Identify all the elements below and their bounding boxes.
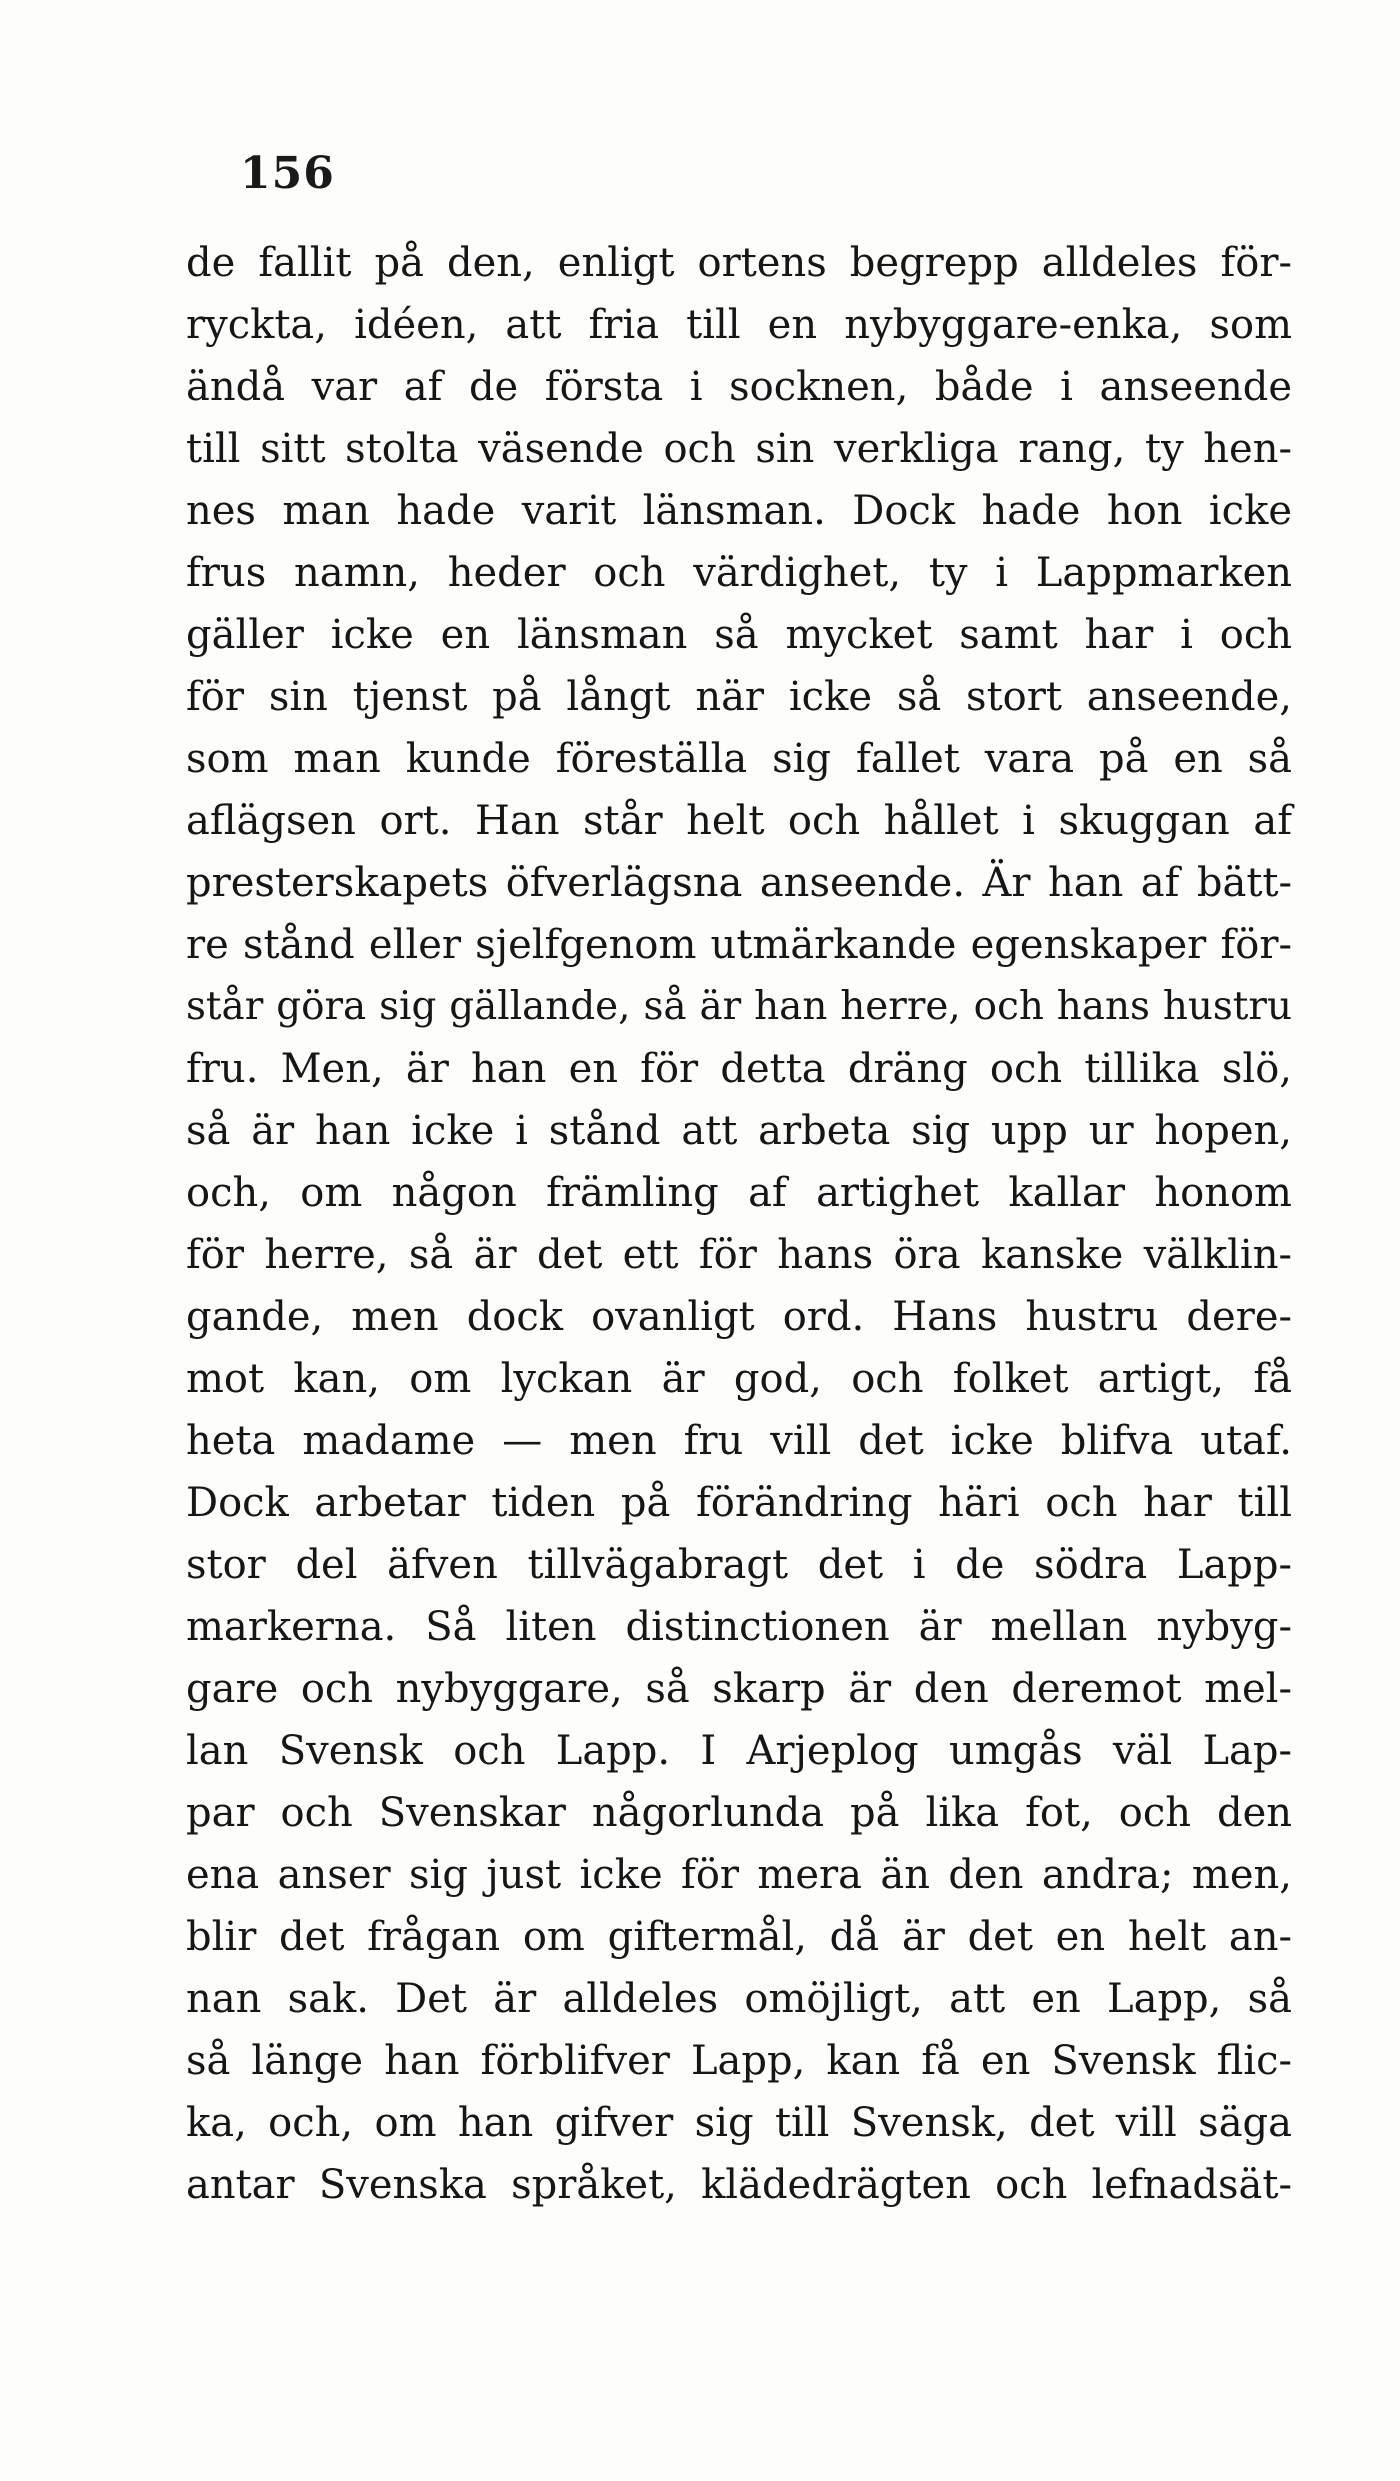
text-line: gande, men dock ovanligt ord. Hans hustru dere-	[186, 1294, 1292, 1340]
text-line: till sitt stolta väsende och sin verkliga rang, ty hen-	[186, 426, 1292, 472]
text-line: lan Svensk och Lapp. I Arjeplog umgås väl Lap-	[186, 1728, 1292, 1774]
text-line: blir det frågan om giftermål, då är det en helt an-	[186, 1914, 1292, 1960]
text-line: aflägsen ort. Han står helt och hållet i skuggan af	[186, 798, 1292, 844]
text-line: fru. Men, är han en för detta dräng och tillika slö,	[186, 1046, 1292, 1092]
text-line: ändå var af de första i socknen, både i anseende	[186, 364, 1292, 410]
text-line: för herre, så är det ett för hans öra kanske välklin-	[186, 1232, 1292, 1278]
text-line: ryckta, idéen, att fria till en nybyggare-enka, som	[186, 302, 1292, 348]
text-line: Dock arbetar tiden på förändring häri och har till	[186, 1480, 1292, 1526]
text-line: för sin tjenst på långt när icke så stort anseende,	[186, 674, 1292, 720]
text-line: så är han icke i stånd att arbeta sig upp ur hopen,	[186, 1108, 1292, 1154]
text-line: gare och nybyggare, så skarp är den deremot mel-	[186, 1666, 1292, 1712]
text-line: frus namn, heder och värdighet, ty i Lappmarken	[186, 550, 1292, 596]
text-line: nan sak. Det är alldeles omöjligt, att en Lapp, så	[186, 1976, 1292, 2022]
text-line: mot kan, om lyckan är god, och folket artigt, få	[186, 1356, 1292, 1402]
text-line: så länge han förblifver Lapp, kan få en Svensk flic-	[186, 2038, 1292, 2084]
text-line: presterskapets öfverlägsna anseende. Är han af bätt-	[186, 860, 1292, 906]
text-line: gäller icke en länsman så mycket samt har i och	[186, 612, 1292, 658]
text-line: nes man hade varit länsman. Dock hade hon icke	[186, 488, 1292, 534]
text-line: ena anser sig just icke för mera än den andra; men,	[186, 1852, 1292, 1898]
body-text	[186, 232, 1292, 2216]
text-line: heta madame — men fru vill det icke blifva utaf.	[186, 1418, 1292, 1464]
text-line: re stånd eller sjelfgenom utmärkande egenskaper för-	[186, 922, 1292, 968]
text-line: markerna. Så liten distinctionen är mellan nybyg-	[186, 1604, 1292, 1650]
text-line: de fallit på den, enligt ortens begrepp alldeles för-	[186, 240, 1292, 286]
page-number: 156	[240, 148, 335, 199]
text-line: och, om någon främling af artighet kallar honom	[186, 1170, 1292, 1216]
text-line: antar Svenska språket, klädedrägten och lefnadsät-	[186, 2162, 1292, 2208]
text-line: par och Svenskar någorlunda på lika fot, och den	[186, 1790, 1292, 1836]
text-line: stor del äfven tillvägabragt det i de södra Lapp-	[186, 1542, 1292, 1588]
text-line: står göra sig gällande, så är han herre, och hans hustru	[186, 984, 1292, 1029]
text-line: ka, och, om han gifver sig till Svensk, det vill säga	[186, 2100, 1292, 2146]
text-line: som man kunde föreställa sig fallet vara på en så	[186, 736, 1292, 782]
